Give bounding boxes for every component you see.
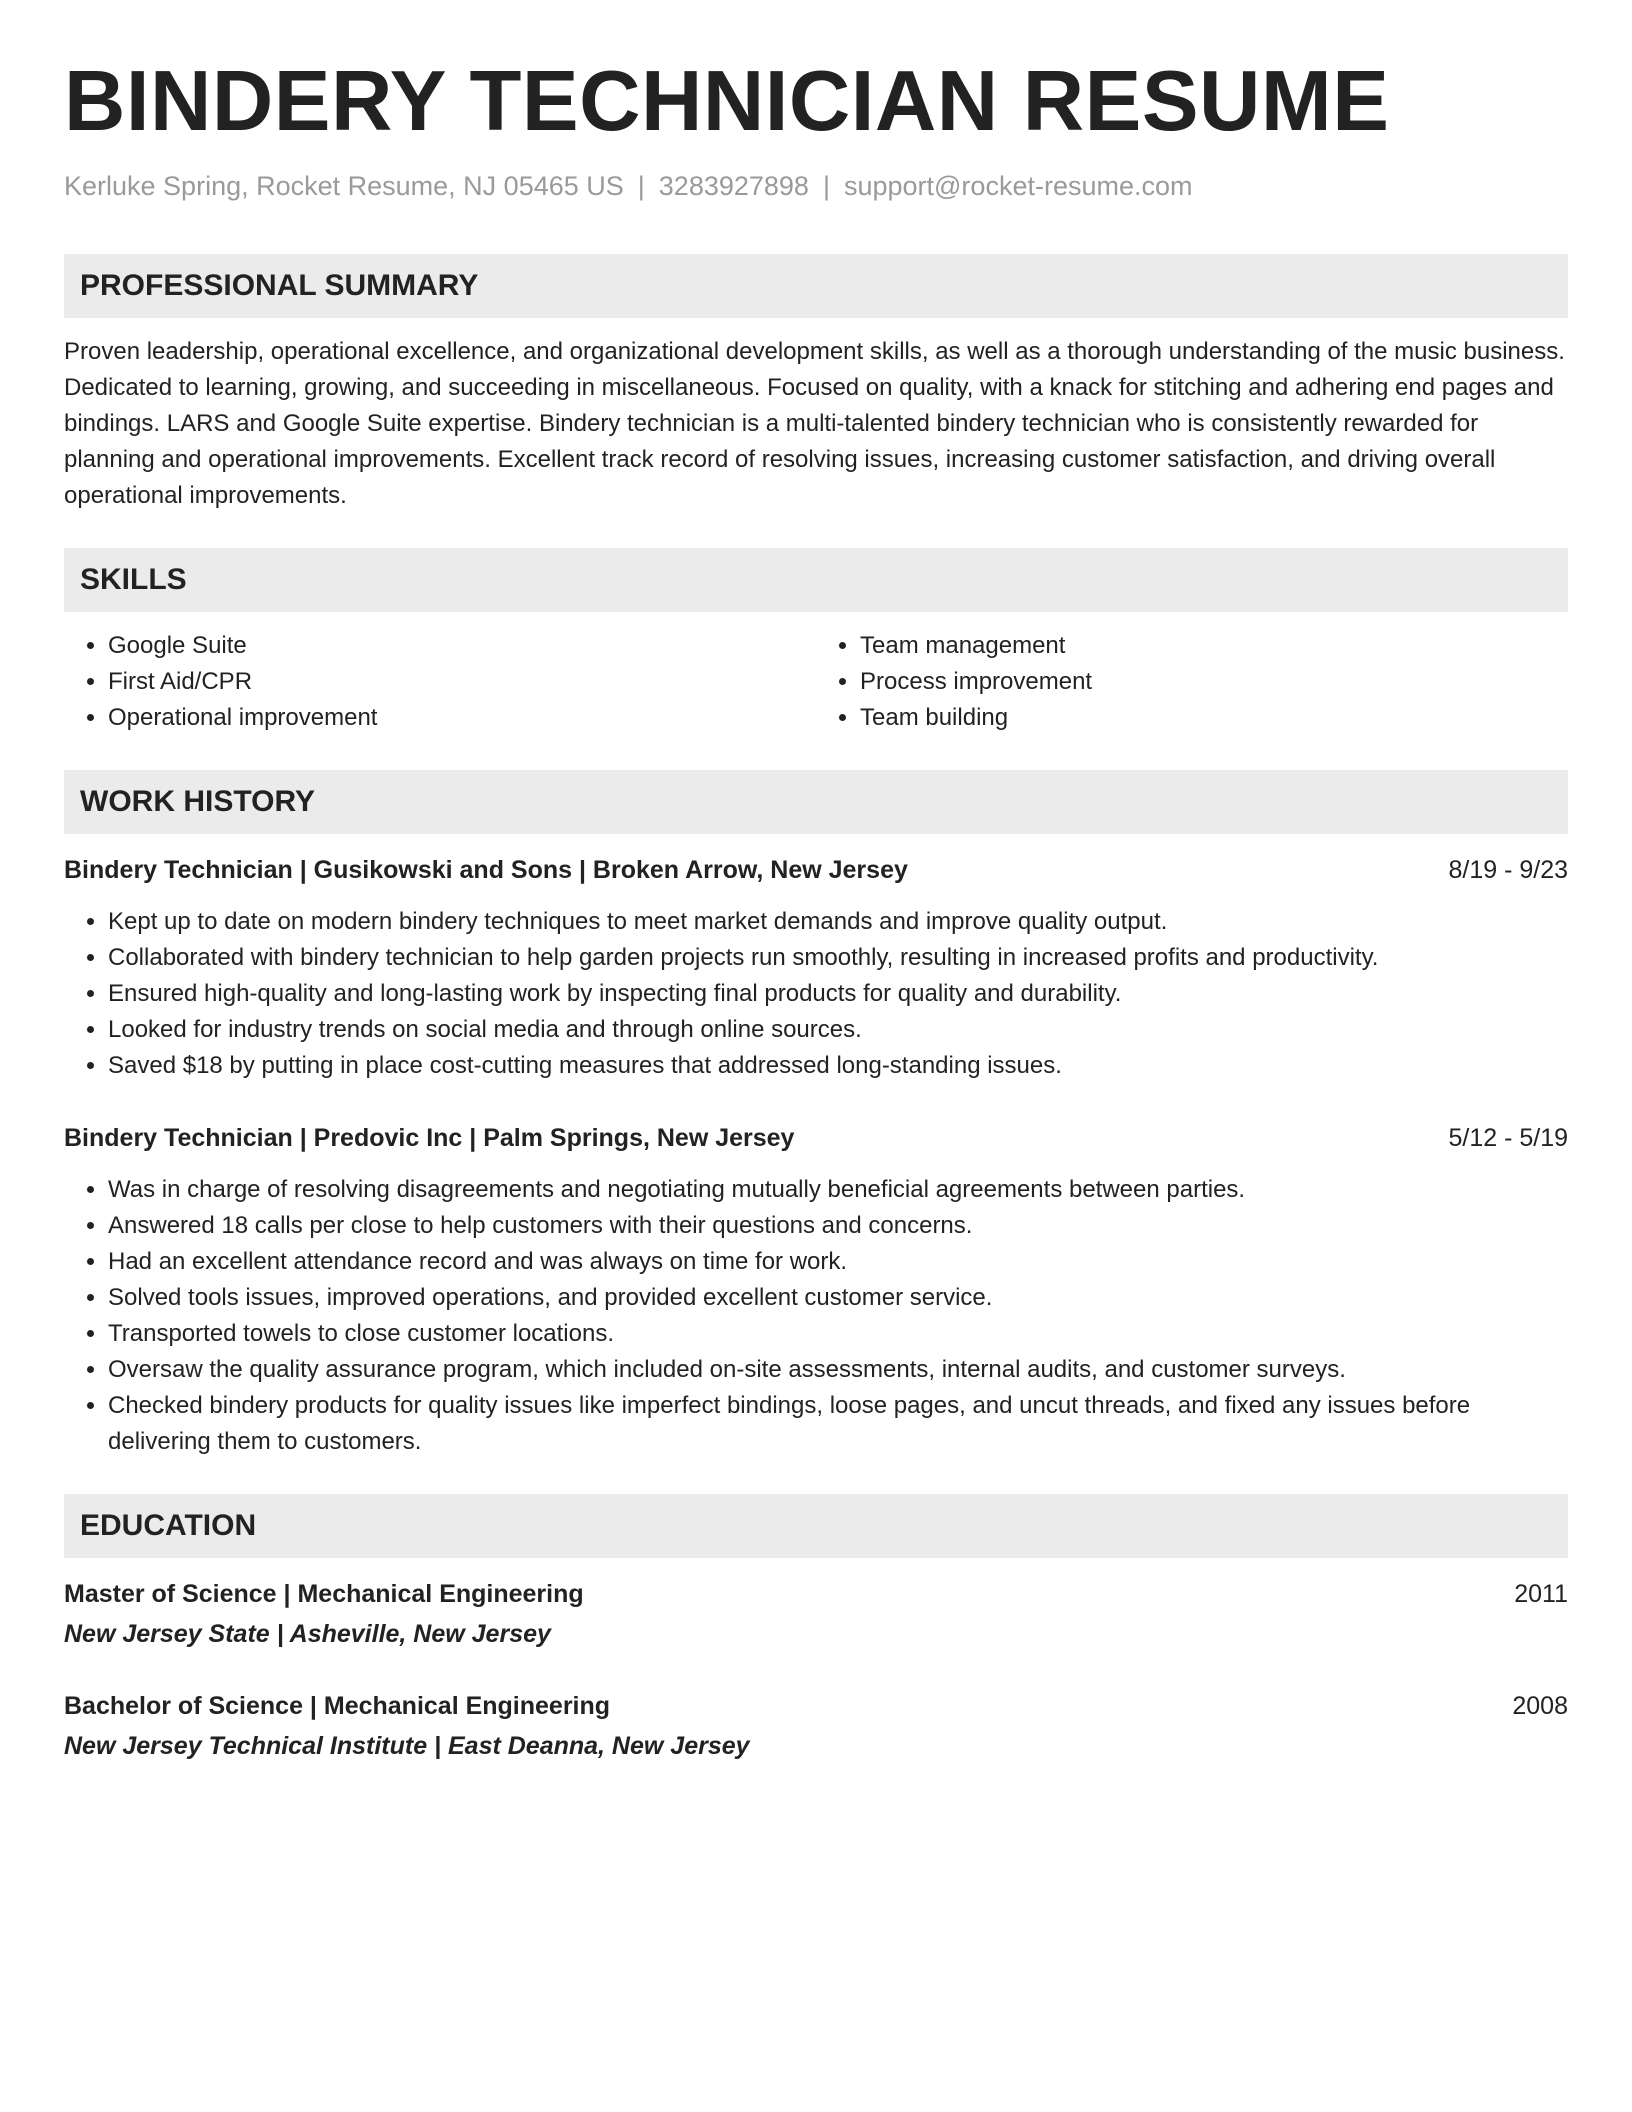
- job-bullet: • Transported towels to close customer locations.: [108, 1316, 1568, 1352]
- skill-item: • Team building: [860, 700, 1568, 736]
- job-entry: [64, 852, 1568, 1084]
- education-entry: [64, 1688, 1568, 1764]
- job-header: [64, 852, 1568, 888]
- contact-line: [64, 168, 1568, 204]
- job-title: Bindery Technician | Gusikowski and Sons | Broken Arrow, New Jersey: [64, 856, 908, 884]
- job-bullet: • Oversaw the quality assurance program, which included on-site assessments, internal audits, and customer surveys.: [108, 1352, 1568, 1388]
- job-bullet: • Answered 18 calls per close to help customers with their questions and concerns.: [108, 1208, 1568, 1244]
- skill-item: • Operational improvement: [108, 700, 816, 736]
- job-bullet: • Was in charge of resolving disagreements and negotiating mutually beneficial agreements between parties.: [108, 1172, 1568, 1208]
- job-bullets: [64, 904, 1568, 1084]
- education-degree: Bachelor of Science | Mechanical Engineering: [64, 1692, 611, 1720]
- job-entry: [64, 1120, 1568, 1460]
- section-header-skills: SKILLS: [64, 548, 1568, 612]
- education-degree: Master of Science | Mechanical Engineering: [64, 1580, 584, 1608]
- job-bullet: • Checked bindery products for quality issues like imperfect bindings, loose pages, and uncut threads, and fixed any issues before delivering them to customers.: [108, 1388, 1568, 1460]
- skills-grid: [64, 628, 1568, 736]
- job-bullets: [64, 1172, 1568, 1460]
- resume-title: BINDERY TECHNICIAN RESUME: [64, 54, 1390, 149]
- education-year: 2011: [1514, 1580, 1568, 1608]
- section-header-education: EDUCATION: [64, 1494, 1568, 1558]
- job-title: Bindery Technician | Predovic Inc | Palm Springs, New Jersey: [64, 1124, 795, 1152]
- job-bullet: • Had an excellent attendance record and was always on time for work.: [108, 1244, 1568, 1280]
- education-school: New Jersey Technical Institute | East Deanna, New Jersey: [64, 1732, 750, 1760]
- contact-separator: |: [637, 171, 645, 201]
- contact-phone: 3283927898: [658, 171, 809, 201]
- education-school: New Jersey State | Asheville, New Jersey: [64, 1620, 551, 1648]
- skills-column-left: [64, 628, 816, 736]
- job-header: [64, 1120, 1568, 1156]
- skill-item: • Process improvement: [860, 664, 1568, 700]
- contact-address: Kerluke Spring, Rocket Resume, NJ 05465 US: [64, 171, 624, 201]
- education-entry: [64, 1576, 1568, 1652]
- job-bullet: • Ensured high-quality and long-lasting work by inspecting final products for quality and durability.: [108, 976, 1568, 1012]
- education-year: 2008: [1512, 1692, 1568, 1720]
- skill-item: • Team management: [860, 628, 1568, 664]
- skills-column-right: [816, 628, 1568, 736]
- job-dates: 5/12 - 5/19: [1448, 1124, 1568, 1152]
- summary-text: Proven leadership, operational excellence, and organizational development skills, as well as a thorough understanding of the music business. Dedicated to learning, growing, and succeeding in miscellaneous. Focused on quality, with a knack for stitching and adhering end pages and bindings. LARS and Google Suite expertise. Bindery technician is a multi-talented bindery technician who is consistently rewarded for planning and operational improvements. Excellent track record of resolving issues, increasing customer satisfaction, and driving overall operational improvements.: [64, 338, 1565, 509]
- skill-item: • Google Suite: [108, 628, 816, 664]
- job-bullet: • Kept up to date on modern bindery techniques to meet market demands and improve quality output.: [108, 904, 1568, 940]
- job-bullet: • Saved $18 by putting in place cost-cutting measures that addressed long-standing issues.: [108, 1048, 1568, 1084]
- education-header: [64, 1688, 1568, 1724]
- contact-separator: |: [822, 171, 830, 201]
- contact-email: support@rocket-resume.com: [843, 171, 1193, 201]
- job-bullet: • Looked for industry trends on social media and through online sources.: [108, 1012, 1568, 1048]
- skill-item: • First Aid/CPR: [108, 664, 816, 700]
- job-bullet: • Solved tools issues, improved operations, and provided excellent customer service.: [108, 1280, 1568, 1316]
- job-bullet: • Collaborated with bindery technician to help garden projects run smoothly, resulting in increased profits and productivity.: [108, 940, 1568, 976]
- job-dates: 8/19 - 9/23: [1448, 856, 1568, 884]
- education-header: [64, 1576, 1568, 1612]
- section-header-summary: PROFESSIONAL SUMMARY: [64, 254, 1568, 318]
- section-header-work-history: WORK HISTORY: [64, 770, 1568, 834]
